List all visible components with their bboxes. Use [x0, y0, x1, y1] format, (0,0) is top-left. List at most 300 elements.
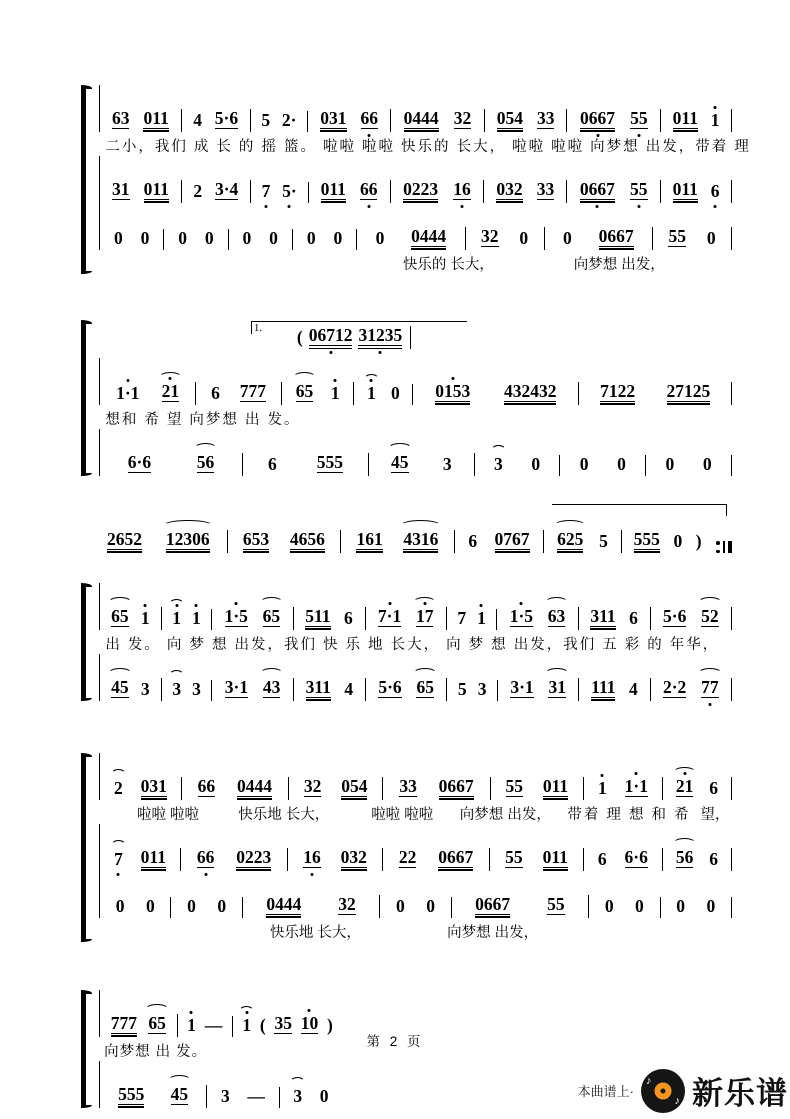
note-text: 7·1 — [377, 605, 402, 626]
note-text: 5· — [282, 180, 297, 201]
note-token — [263, 678, 281, 698]
slur-arc-icon — [111, 769, 126, 780]
dot — [716, 541, 720, 545]
note-token — [599, 227, 634, 247]
measure — [484, 180, 567, 203]
notes-line — [99, 583, 732, 630]
note-text: 3 — [477, 678, 487, 699]
measure — [491, 777, 585, 800]
note-text: 0223 — [236, 846, 272, 867]
note-text: 2 — [193, 180, 203, 201]
slur-arc-icon — [169, 670, 184, 681]
note-token — [557, 530, 583, 550]
brace-bar — [81, 585, 86, 699]
score-system — [80, 320, 732, 476]
note-text: 35 — [274, 1012, 292, 1033]
note-token — [676, 848, 694, 868]
note-text: ) — [326, 1014, 333, 1035]
note-token — [356, 530, 382, 550]
note-text: 0 — [333, 227, 343, 248]
slur-arc-icon — [400, 520, 441, 531]
note-text: 0767 — [494, 528, 530, 549]
brace-bar — [81, 322, 86, 474]
note-token — [399, 848, 417, 868]
note-text: 653 — [242, 528, 270, 549]
note-text: 3·1 — [224, 676, 249, 697]
slur-arc-icon — [293, 372, 317, 383]
note-text: 0 — [706, 227, 716, 248]
note-text: 4 — [629, 678, 638, 699]
note-token — [282, 111, 297, 129]
lyric-text: 快乐地 长大， — [238, 807, 330, 823]
measure — [663, 848, 732, 871]
measure — [584, 848, 663, 871]
slur-arc-icon — [290, 1077, 305, 1088]
note-text: 21 — [161, 380, 180, 401]
note-token — [306, 678, 331, 698]
slur-arc-icon — [364, 374, 379, 385]
note-token — [453, 180, 471, 200]
note-text: 0 — [217, 895, 227, 916]
note-text: 66 — [360, 107, 379, 128]
measure — [162, 609, 212, 630]
measure — [212, 678, 293, 701]
note-text: 0 — [204, 227, 214, 248]
note-text: 511 — [305, 605, 331, 626]
note-token — [198, 777, 216, 797]
note-token — [187, 897, 196, 915]
measure — [289, 777, 383, 800]
note-text: 0 — [702, 453, 712, 474]
note-text: 6 — [211, 382, 220, 403]
lyrics-line — [99, 250, 732, 274]
note-token — [673, 532, 682, 550]
measure — [366, 678, 447, 701]
note-text: 22 — [398, 846, 417, 867]
note-token — [673, 180, 698, 200]
measure — [164, 229, 228, 250]
note-text: 054 — [341, 775, 368, 796]
note-token — [116, 384, 139, 402]
note-token — [673, 109, 698, 129]
note-text: 45 — [170, 1083, 189, 1104]
measure — [651, 678, 732, 701]
note-token — [309, 326, 353, 346]
note-text: 0 — [563, 227, 572, 248]
measure — [466, 227, 545, 250]
note-token — [598, 779, 607, 797]
notes-line — [99, 871, 732, 918]
note-text: 011 — [672, 107, 698, 128]
note-text: 6 — [709, 848, 719, 869]
note-text: 1 — [330, 382, 340, 403]
note-token — [495, 530, 530, 550]
note-text: 10 — [300, 1012, 319, 1033]
pickup-notes — [289, 326, 411, 349]
note-token — [114, 779, 123, 797]
note-text: 432432 — [503, 380, 557, 401]
note-token — [141, 229, 150, 247]
note-text: 2· — [281, 109, 297, 130]
note-text: 65 — [416, 676, 434, 697]
measure — [100, 848, 181, 871]
note-token — [268, 455, 277, 473]
measure — [341, 530, 455, 553]
note-token — [143, 109, 168, 129]
measure — [196, 382, 282, 405]
system-brace — [80, 583, 92, 701]
lyrics-line — [99, 918, 732, 942]
slur-arc-icon — [145, 1004, 169, 1015]
page-number: 第 2 页 — [366, 1034, 424, 1049]
note-text: 2 — [113, 777, 123, 798]
lyric-text: 望， — [700, 807, 730, 823]
measure — [447, 609, 497, 630]
note-token — [193, 182, 202, 200]
measure — [308, 109, 391, 132]
note-text: 0444 — [237, 775, 272, 796]
measure — [485, 109, 568, 132]
lyric-text: 向梦想 出发， — [459, 807, 551, 823]
brace-hook-top — [81, 85, 92, 89]
measure — [182, 180, 251, 203]
note-text: 0667 — [438, 846, 474, 867]
note-text: 7 — [457, 607, 467, 628]
note-text: 31235 — [358, 325, 403, 345]
note-token — [703, 455, 712, 473]
note-text: 1·1 — [624, 775, 648, 796]
note-token — [172, 680, 181, 698]
note-token — [378, 607, 401, 627]
note-text: 0444 — [403, 107, 439, 128]
note-token — [141, 777, 167, 797]
measure — [243, 453, 369, 476]
note-token — [144, 180, 169, 200]
brace-bar — [81, 87, 86, 272]
note-token — [404, 109, 439, 129]
note-text: 55 — [505, 846, 523, 867]
note-text: 5 — [599, 530, 608, 551]
note-token — [236, 848, 271, 868]
measure — [661, 180, 732, 203]
note-token — [580, 109, 615, 129]
note-token — [676, 897, 685, 915]
measure — [171, 897, 242, 918]
music-note-icon: ♪ — [646, 1074, 652, 1087]
note-token — [197, 848, 215, 868]
note-text: 555 — [118, 1083, 145, 1104]
repeat-dots — [716, 541, 720, 553]
note-token — [193, 111, 202, 129]
note-token — [580, 455, 589, 473]
note-token — [178, 229, 187, 247]
score-system — [80, 583, 732, 701]
measure — [545, 227, 653, 250]
note-text: 52 — [701, 605, 719, 626]
note-text: 6 — [709, 777, 719, 798]
watermark — [578, 1068, 790, 1113]
measure — [294, 678, 366, 701]
note-text: 0 — [178, 227, 187, 248]
note-token — [600, 382, 635, 402]
note-token — [128, 453, 151, 473]
note-token — [261, 111, 270, 129]
note-token — [243, 229, 252, 247]
note-token — [477, 609, 486, 627]
measure — [289, 326, 411, 349]
system-brace — [80, 320, 92, 476]
note-text: 0 — [676, 895, 686, 916]
note-text: 0 — [617, 453, 626, 474]
note-text: ( — [296, 327, 303, 347]
note-text: 555 — [316, 451, 343, 472]
measure — [455, 530, 545, 553]
system-content — [99, 583, 732, 701]
lyric-text: 快乐地 长大， — [269, 925, 361, 941]
measure — [229, 229, 293, 250]
note-token — [630, 109, 648, 129]
note-text: 5·6 — [214, 107, 239, 128]
note-text: 0 — [145, 895, 155, 916]
slur-arc-icon — [260, 668, 284, 679]
repeat-barline — [716, 541, 732, 553]
note-token — [211, 384, 220, 402]
note-token — [399, 777, 417, 797]
note-text: 31 — [112, 178, 130, 199]
slur-arc-icon — [111, 840, 126, 851]
note-text: 0667 — [580, 107, 616, 128]
note-text: 6 — [344, 607, 353, 628]
brace-hook-bottom — [81, 698, 92, 702]
system-content — [99, 85, 751, 274]
score-system — [80, 753, 732, 942]
note-token — [416, 678, 434, 698]
note-token — [711, 182, 720, 200]
slur-arc-icon — [413, 597, 437, 608]
note-text: 0 — [115, 895, 125, 916]
note-text: 6·6 — [624, 846, 648, 867]
note-text: 0667 — [475, 893, 511, 914]
note-token — [321, 180, 346, 200]
note-text: 32 — [338, 893, 356, 914]
measure — [567, 180, 661, 203]
note-text: 4316 — [403, 528, 439, 549]
note-text: 0667 — [579, 178, 615, 199]
note-token — [598, 850, 607, 868]
note-token — [630, 180, 648, 200]
note-text: 311 — [305, 676, 331, 697]
brace-hook-bottom — [81, 939, 92, 943]
note-text: 0 — [635, 895, 644, 916]
measure — [100, 777, 182, 800]
measure — [391, 180, 485, 203]
notes-line — [99, 429, 732, 476]
note-token — [112, 109, 130, 129]
note-token — [580, 180, 615, 200]
slur-arc-icon — [260, 597, 284, 608]
measure — [243, 895, 380, 918]
note-token — [696, 532, 702, 550]
measure — [280, 1087, 343, 1108]
note-token — [663, 607, 686, 627]
measure — [452, 895, 589, 918]
measure — [90, 530, 228, 553]
note-token — [563, 229, 572, 247]
note-text: 161 — [356, 528, 383, 549]
measure — [544, 530, 622, 553]
brace-hook-top — [81, 990, 92, 994]
note-token — [217, 897, 226, 915]
note-token — [617, 455, 626, 473]
system-brace — [80, 753, 92, 942]
note-token — [629, 609, 638, 627]
measure — [383, 777, 490, 800]
note-text: 0 — [396, 895, 405, 916]
note-text: 011 — [542, 846, 568, 867]
note-text: 2652 — [106, 528, 142, 549]
note-text: 0 — [673, 530, 683, 551]
note-text: 0 — [140, 227, 150, 248]
note-text: 1 — [140, 607, 150, 628]
lyrics-line — [99, 800, 732, 824]
note-token — [197, 453, 215, 473]
measure — [181, 848, 288, 871]
note-token — [333, 229, 342, 247]
note-token — [543, 777, 568, 797]
slur-arc-icon — [388, 443, 412, 454]
slur-arc-icon — [698, 668, 722, 679]
note-text: 0 — [269, 227, 278, 248]
note-text: 3 — [172, 678, 182, 699]
note-text: 6 — [629, 607, 638, 628]
note-token — [478, 680, 487, 698]
note-token — [543, 848, 568, 868]
measure — [663, 777, 732, 800]
note-text: 625 — [557, 528, 584, 549]
notes-line — [99, 358, 732, 405]
note-token — [547, 895, 565, 915]
barline — [723, 541, 725, 553]
slur-arc-icon — [491, 445, 506, 456]
measure — [100, 678, 162, 701]
note-text: 5·6 — [663, 605, 687, 626]
note-token — [537, 109, 555, 129]
note-text: 0223 — [403, 178, 439, 199]
note-text: 011 — [143, 107, 169, 128]
note-text: 21 — [675, 775, 694, 796]
note-text: 7122 — [600, 380, 636, 401]
note-text: — — [204, 1014, 223, 1035]
note-token — [296, 382, 314, 402]
note-token — [496, 180, 522, 200]
measure — [584, 777, 663, 800]
note-text: 3·4 — [214, 178, 239, 199]
note-token — [709, 850, 718, 868]
measure — [490, 848, 584, 871]
measure — [100, 229, 164, 250]
note-token — [701, 607, 719, 627]
note-token — [338, 895, 356, 915]
note-token — [304, 777, 322, 797]
note-token — [282, 182, 297, 200]
measure — [447, 680, 498, 701]
note-text: 32 — [481, 225, 499, 246]
note-token — [269, 229, 278, 247]
note-text: 4656 — [289, 528, 325, 549]
note-text: 0 — [706, 895, 716, 916]
note-text: 65 — [295, 380, 314, 401]
measure — [413, 382, 579, 405]
note-text: 32 — [453, 107, 472, 128]
note-text: ( — [259, 1014, 266, 1035]
slur-arc-icon — [168, 1075, 192, 1086]
measure — [309, 180, 391, 203]
measure — [100, 607, 162, 630]
note-text: 1 — [187, 1014, 196, 1035]
note-token — [114, 229, 123, 247]
note-token — [443, 455, 452, 473]
notes-line — [90, 506, 732, 553]
measure — [391, 109, 485, 132]
lyric-text: 啦啦 啦啦 — [136, 807, 199, 823]
note-text: 43 — [262, 676, 281, 697]
dot — [716, 550, 720, 554]
note-text: 1 — [598, 777, 607, 798]
note-token — [116, 897, 125, 915]
note-text: 0 — [390, 382, 400, 403]
measure — [622, 530, 714, 553]
note-token — [504, 382, 557, 402]
note-token — [481, 227, 499, 247]
note-text: 5·6 — [378, 676, 402, 697]
note-token — [635, 897, 644, 915]
brace-hook-top — [81, 320, 92, 324]
note-token — [266, 895, 301, 915]
note-token — [118, 1085, 144, 1105]
note-text: 56 — [675, 846, 694, 867]
barline — [728, 541, 733, 553]
notes-line — [99, 203, 732, 250]
slur-arc-icon — [159, 372, 183, 383]
note-text: 1 — [366, 382, 376, 403]
note-token — [320, 109, 346, 129]
note-token — [505, 848, 523, 868]
note-token — [112, 180, 130, 200]
note-token — [475, 895, 510, 915]
notes-line — [99, 156, 732, 203]
note-token — [590, 607, 615, 627]
note-token — [247, 1087, 265, 1105]
score-system — [90, 506, 732, 553]
note-text: 0 — [604, 895, 614, 916]
note-text: 011 — [143, 178, 169, 199]
measure — [383, 848, 490, 871]
vinyl-record-icon — [641, 1069, 685, 1113]
measure — [380, 897, 451, 918]
note-text: 45 — [111, 676, 129, 697]
note-token — [391, 384, 400, 402]
note-text: 011 — [140, 846, 166, 867]
note-token — [411, 227, 446, 247]
note-text: 4 — [193, 109, 202, 130]
slur-arc-icon — [169, 599, 184, 610]
note-text: 17 — [415, 605, 434, 626]
measure — [212, 607, 293, 630]
note-text: 33 — [536, 178, 555, 199]
note-token — [290, 530, 325, 550]
measure — [567, 109, 661, 132]
note-token — [605, 897, 614, 915]
